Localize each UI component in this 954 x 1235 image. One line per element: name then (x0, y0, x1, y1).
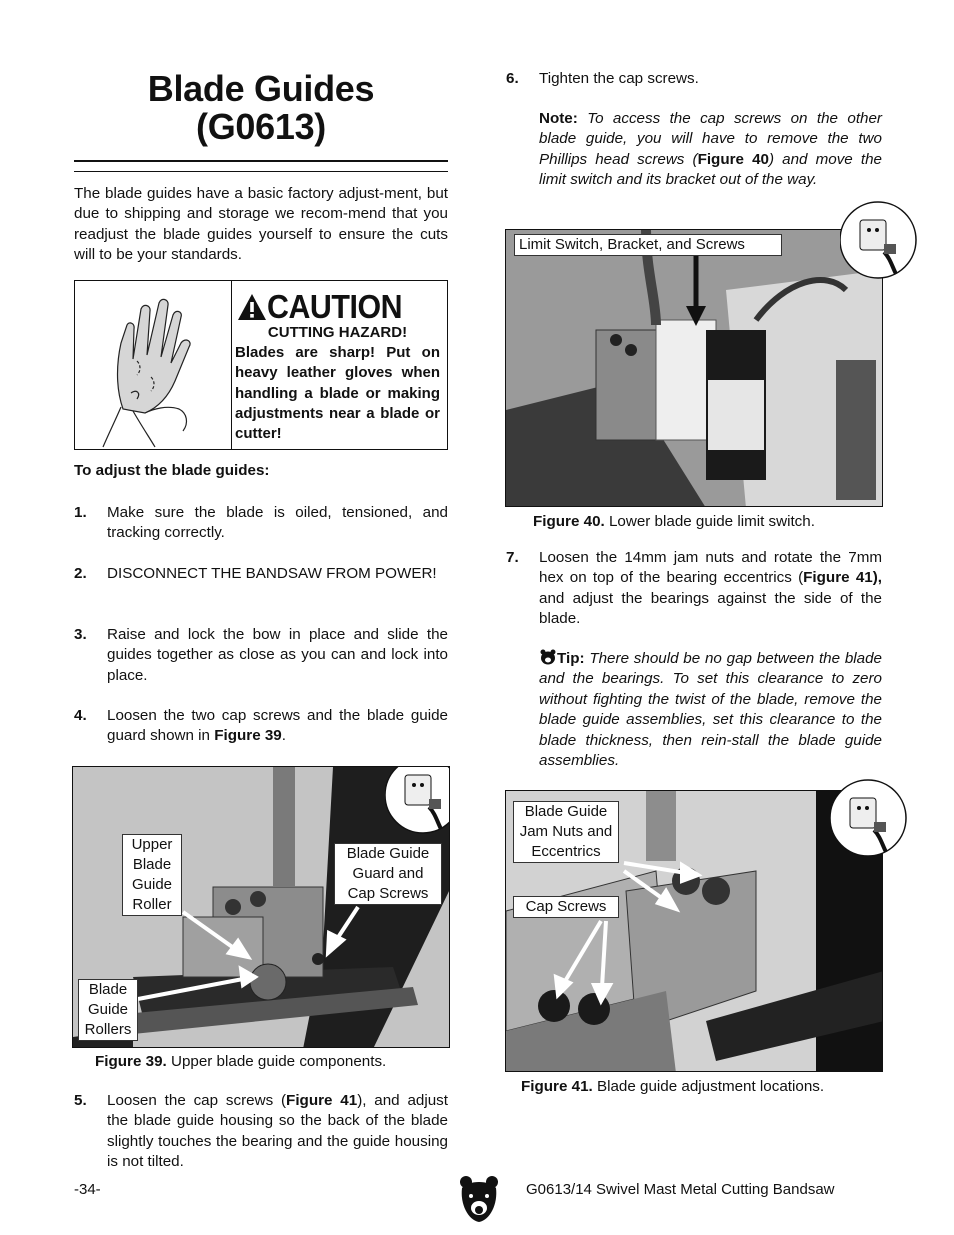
title-rule-thin (74, 171, 448, 172)
page-title (74, 70, 448, 146)
step-text: DISCONNECT THE BANDSAW FROM POWER! (107, 565, 437, 582)
caution-subtitle: CUTTING HAZARD! (267, 324, 408, 341)
figure-41-caption: Figure 41. Blade guide adjustment locations. (521, 1078, 825, 1095)
intro-paragraph: The blade guides have a basic factory adjust-ment, but due to shipping and storage we recom-mend that you readjust the blade guides yourself to ensure the cuts will to be your standards. (74, 185, 448, 264)
tip-label: Tip: (557, 650, 585, 667)
tip-block: Tip: There should be no gap between the blade and the bearings. To set this clearance to zero without fighting the twist of the blade, remove the blade guide assemblies, set this clearance to the blade thickness, then rein-stall the blade guide assemblies. (539, 650, 882, 770)
figure-39-caption: Figure 39. Upper blade guide components. (95, 1053, 387, 1070)
step-number: 6. (506, 70, 519, 87)
step-text: Tighten the cap screws. (539, 70, 699, 87)
grizzly-bear-logo-icon (458, 1174, 500, 1224)
step-text: Loosen the two cap screws and the blade guide guard shown in Figure 39. (107, 707, 448, 745)
page-title-line1: Blade Guides (147, 68, 375, 109)
label-blade-guide-guard: Blade Guide Guard and Cap Screws (334, 843, 442, 905)
caution-word: CAUTION (267, 288, 403, 325)
step-text: Raise and lock the bow in place and slide the guides together as close as you can and lock into place. (107, 626, 448, 684)
step-number: 5. (74, 1092, 87, 1109)
label-upper-blade-guide-roller: Upper Blade Guide Roller (122, 834, 182, 916)
caution-body: Blades are sharp! Put on heavy leather gloves when handling a blade or making adjustments near a blade or cutter! (235, 344, 440, 443)
caution-box (74, 280, 448, 450)
label-limit-switch: Limit Switch, Bracket, and Screws (514, 234, 782, 256)
figure-ref: Figure 40 (697, 150, 769, 168)
warning-triangle-icon (237, 292, 267, 322)
step-number: 4. (74, 707, 87, 724)
step-number: 3. (74, 626, 87, 643)
glove-hand-icon (75, 281, 232, 449)
figure-40-caption: Figure 40. Lower blade guide limit switch. (533, 513, 815, 530)
label-blade-guide-rollers: Blade Guide Rollers (78, 979, 138, 1041)
step-text: Loosen the 14mm jam nuts and rotate the 7mm hex on top of the bearing eccentrics (Figure 41), and adjust the bearings against the side of the blade. (539, 549, 882, 628)
tip-bear-icon (539, 649, 557, 665)
figure-40-photo (505, 229, 883, 507)
title-rule (74, 160, 448, 162)
figure-ref: Figure 41 (286, 1092, 358, 1109)
unplug-power-icon (840, 198, 920, 282)
step-text: Loosen the cap screws (Figure 41), and adjust the blade guide housing so the back of the blade slightly touches the bearing and the guide housing is not tilted. (107, 1092, 448, 1171)
caution-text (235, 323, 440, 444)
figure-ref: Figure 39 (214, 727, 282, 745)
note-block: Note: To access the cap screws on the other blade guide, you will have to remove the two Phillips head screws (Figure 40) and move the limit switch and its bracket out of the way. (539, 110, 882, 189)
label-jam-nuts: Blade Guide Jam Nuts and Eccentrics (513, 801, 619, 863)
figure-40-arrow (506, 230, 883, 507)
procedure-heading: To adjust the blade guides: (74, 462, 270, 479)
manual-title: G0613/14 Swivel Mast Metal Cutting Bandsaw (526, 1181, 835, 1198)
step-number: 1. (74, 504, 87, 521)
page-number: -34- (74, 1181, 101, 1198)
unplug-power-icon (830, 776, 910, 860)
step-text: Make sure the blade is oiled, tensioned, and tracking correctly. (107, 504, 448, 542)
figure-ref: Figure 41), (803, 569, 882, 587)
unplug-power-icon (385, 766, 450, 835)
page-title-line2: (G0613) (196, 106, 326, 147)
step-number: 7. (506, 549, 519, 566)
caution-header (237, 287, 441, 327)
note-label: Note: (539, 110, 578, 127)
label-cap-screws: Cap Screws (513, 896, 619, 918)
step-number: 2. (74, 565, 87, 582)
